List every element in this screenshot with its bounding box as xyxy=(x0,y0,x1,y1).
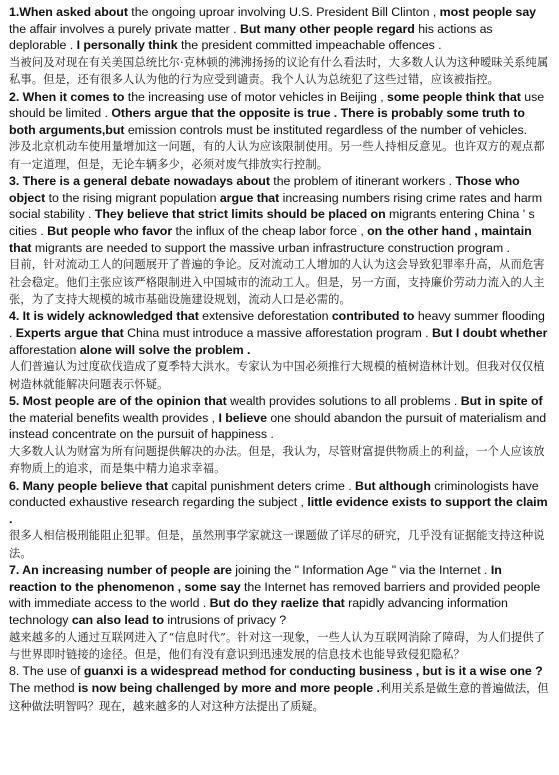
english-paragraph xyxy=(9,4,551,54)
key-phrase: Others argue that the opposite is true . There is probably some truth to both arguments,but xyxy=(9,106,525,137)
body-text: migrants are needed to support the massive urban infrastructure construction program . xyxy=(31,240,510,255)
paragraph-item-5 xyxy=(9,393,551,478)
paragraph-item-7 xyxy=(9,562,551,663)
english-paragraph xyxy=(9,478,551,528)
english-paragraph xyxy=(9,89,551,139)
key-phrase: little evidence exists to support the claim . xyxy=(9,495,548,526)
english-paragraph xyxy=(9,562,551,628)
paragraph-item-2 xyxy=(9,89,551,174)
english-paragraph xyxy=(9,173,551,256)
key-phrase: They believe that strict limits should be placed on xyxy=(91,207,386,222)
key-phrase: But I doubt whether xyxy=(428,325,548,340)
chinese-translation: 目前，针对流动工人的问题展开了普遍的争论。反对流动工人增加的人认为这会导致犯罪率升高，从而危害社会稳定。他们主张应该严格限制进入中国城市的流动工人。但是，另一方面，支持廉价劳动力流入的人主张，为了支持大规模的城市基础设施建设规划，流动人口是必需的。 xyxy=(9,258,545,306)
key-phrase: most people say xyxy=(436,5,537,19)
key-phrase: 3. There is a general debate nowadays about xyxy=(9,174,270,189)
body-text: emission controls must be instituted regardless of the number of vehicles. xyxy=(124,122,528,137)
key-phrase: 4. It is widely acknowledged that xyxy=(9,309,199,324)
key-phrase: I believe xyxy=(215,410,267,425)
paragraph-item-8 xyxy=(9,663,551,715)
body-text: the material benefits wealth provides , xyxy=(9,410,216,425)
body-text: to the rising migrant population xyxy=(45,190,217,205)
body-text: extensive deforestation xyxy=(198,309,329,324)
key-phrase: argue that xyxy=(216,190,280,205)
key-phrase: 5. Most people are of the opinion that xyxy=(9,393,227,408)
key-phrase: guanxi is a widespread method for conducting business , but is it a wise one ? xyxy=(80,664,543,679)
key-phrase: But many other people regard xyxy=(236,21,415,36)
body-text: the influx of the cheap labor force , xyxy=(172,223,364,238)
key-phrase: 2. When it comes to xyxy=(9,89,125,104)
body-text: afforestation xyxy=(9,342,77,357)
key-phrase: 6. Many people believe that xyxy=(9,478,169,493)
english-paragraph xyxy=(9,663,551,715)
paragraph-item-4 xyxy=(9,308,551,393)
body-text: one should abandon the pursuit of materialism and instead concentrate on the pursuit of happiness . xyxy=(9,410,547,442)
key-phrase: is now being challenged by more and more people . xyxy=(74,680,380,695)
key-phrase: 7. An increasing number of people are xyxy=(9,563,232,578)
body-text: intrusions of privacy ? xyxy=(164,612,287,627)
key-phrase: can also lead to xyxy=(68,612,164,627)
body-text: the ongoing uproar involving U.S. President Bill Clinton , xyxy=(127,5,437,19)
body-text: capital punishment deters crime . xyxy=(168,478,352,493)
chinese-translation: 越来越多的人通过互联网进入了“信息时代”。针对这一现象，一些人认为互联网消除了障碍，为人们提供了与世界即时链接的途径。但是，他们有没有意识到迅速发展的信息技术也能导致侵犯隐私？ xyxy=(9,630,546,661)
body-text: joining the " Information Age " via the Internet . xyxy=(231,563,488,578)
key-phrase: some people think that xyxy=(383,89,521,104)
body-text: the affair involves a purely private matter . xyxy=(9,21,237,36)
body-text: the Internet has removed barriers and provided people with immediate access to the world . xyxy=(9,579,541,611)
chinese-translation: 当被问及对现在有关美国总统比尔·克林顿的沸沸扬扬的议论有什么看法时，大多数人认为这种暧昧关系纯属私事。但是，还有很多人认为他的行为应受到谴责。我个人认为总统犯了这些过错，应该被指控。 xyxy=(9,55,549,87)
english-paragraph xyxy=(9,393,551,443)
key-phrase: Experts argue that xyxy=(12,325,124,340)
key-phrase: In reaction to the phenomenon , some say xyxy=(9,563,502,594)
body-text: wealth provides solutions to all problems . xyxy=(226,393,458,408)
key-phrase: But do they raelize that xyxy=(206,596,345,611)
body-text: his actions as deplorable . xyxy=(9,21,493,53)
body-text: migrants entering China ' s cities . xyxy=(9,207,535,238)
paragraph-item-1 xyxy=(9,4,551,89)
chinese-translation: 大多数人认为财富为所有问题提供解决的办法。但是，我认为，尽管财富提供物质上的利益，一个人应该放弃物质上的追求，而是集中精力追求幸福。 xyxy=(9,444,545,476)
paragraph-item-3 xyxy=(9,173,551,308)
body-text: use should be limited . xyxy=(9,89,545,121)
body-text: increasing numbers rising crime rates and harm social stability . xyxy=(9,190,543,222)
key-phrase: I personally think xyxy=(76,38,178,53)
body-text: heavy summer flooding . xyxy=(9,309,545,340)
body-text: China must introduce a massive afforestation program . xyxy=(123,325,429,340)
body-text: the president committed impeachable offences . xyxy=(177,38,442,53)
body-text: the increasing use of motor vehicles in Beijing , xyxy=(124,89,384,104)
chinese-inline-text: 利用关系是做生意的普遍做法，但这种做法明智吗？现在，越来越多的人对这种方法提出了质疑。 xyxy=(9,681,549,713)
key-phrase: contributed to xyxy=(328,309,415,324)
chinese-translation: 很多人相信极刑能阻止犯罪。但是，虽然刑事学家就这一课题做了详尽的研究，几乎没有证据能支持这种说法。 xyxy=(9,529,545,560)
english-paragraph xyxy=(9,308,551,358)
chinese-translation: 人们普遍认为过度砍伐造成了夏季特大洪水。专家认为中国必须推行大规模的植树造林计划。但我对仅仅植树造林就能解决问题表示怀疑。 xyxy=(9,360,545,391)
key-phrase: on the other hand , maintain that xyxy=(9,223,532,255)
body-text: rapidly advancing information technology xyxy=(9,596,508,627)
key-phrase: alone will solve the problem . xyxy=(76,342,251,357)
paragraph-item-6 xyxy=(9,478,551,563)
body-text: 8. The use of xyxy=(9,664,81,679)
key-phrase: Those who object xyxy=(9,174,520,205)
body-text: criminologists have conducted exhaustive research regarding the subject , xyxy=(9,478,539,510)
key-phrase: 1.When asked about xyxy=(9,5,128,19)
key-phrase: But although xyxy=(351,478,431,493)
body-text: the problem of itinerant workers . xyxy=(269,174,453,189)
body-text: The method xyxy=(9,680,75,695)
chinese-translation: 涉及北京机动车使用量增加这一问题，有的人认为应该限制使用。另一些人持相反意见。也许双方的观点都有一定道理，但是，无论车辆多少，必须对废气排放实行控制。 xyxy=(9,140,545,171)
key-phrase: But people who favor xyxy=(43,223,173,238)
key-phrase: But in spite of xyxy=(457,393,543,408)
